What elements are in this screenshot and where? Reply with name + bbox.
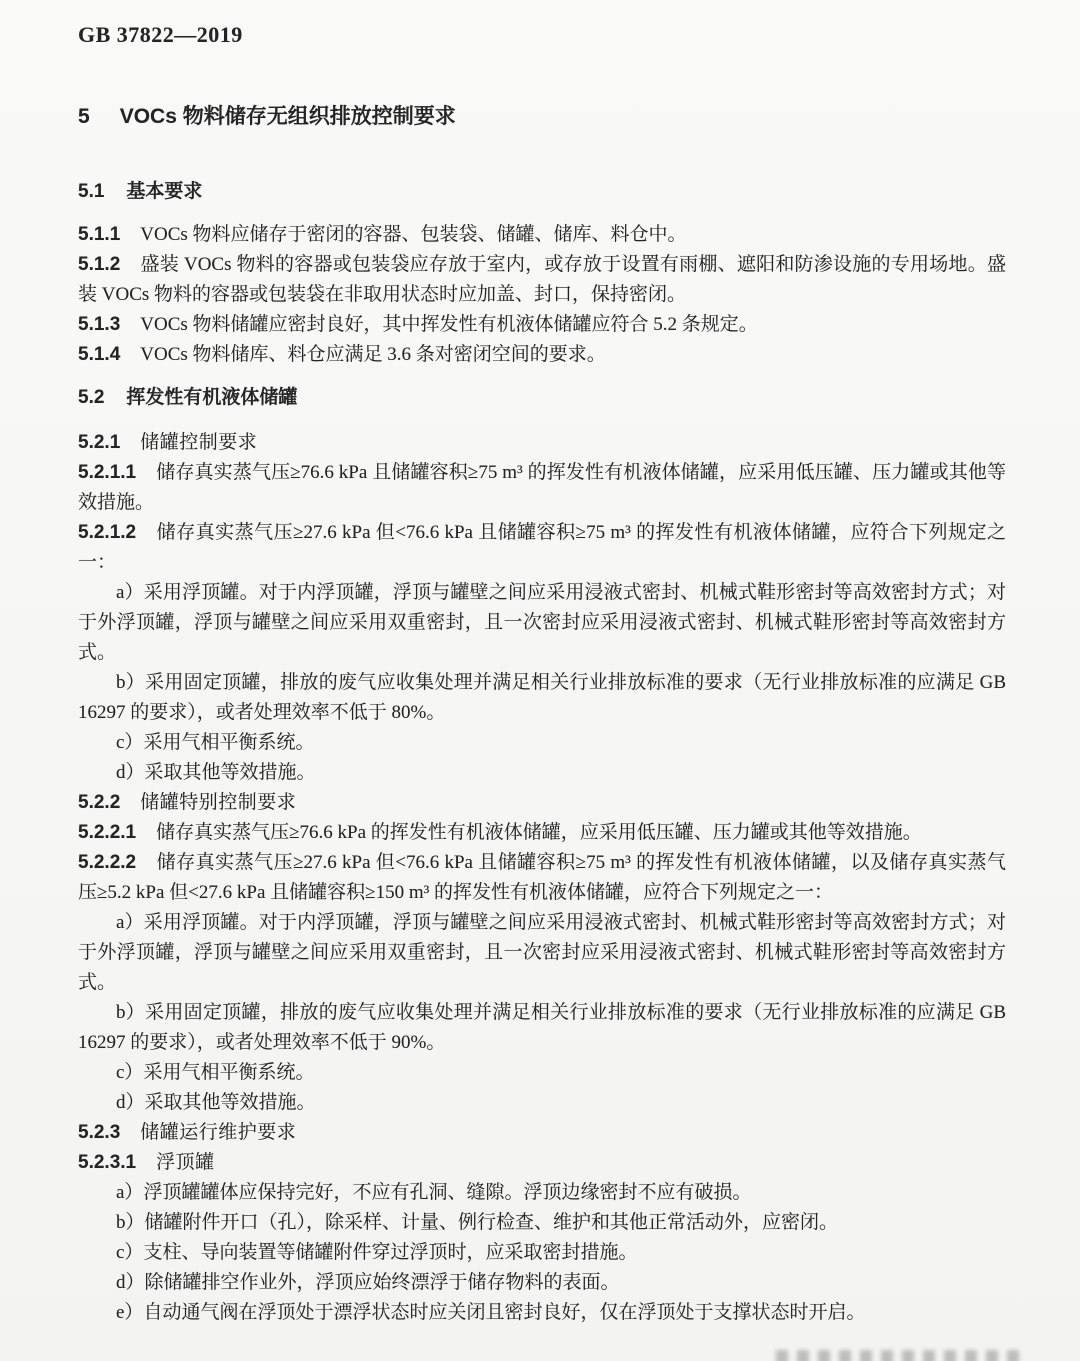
list-item-d bbox=[78, 1088, 1006, 1118]
clause-text: 储存真实蒸气压≥27.6 kPa 但<76.6 kPa 且储罐容积≥75 m³ 的挥发性有机液体储罐，以及储存真实蒸气压≥5.2 kPa 但<27.6 kPa 且储罐容积≥150 m³ 的挥发性有机液体储罐，应符合下列规定之一： bbox=[78, 852, 1006, 903]
item-label: c） bbox=[116, 1062, 144, 1083]
clause-5-1-4 bbox=[78, 340, 1006, 370]
clause-text: VOCs 物料储库、料仓应满足 3.6 条对密闭空间的要求。 bbox=[140, 344, 606, 365]
clause-text: VOCs 物料储罐应密封良好，其中挥发性有机液体储罐应符合 5.2 条规定。 bbox=[140, 314, 758, 335]
heading-title: 浮顶罐 bbox=[156, 1152, 215, 1173]
heading-number: 5.2.3 bbox=[78, 1122, 121, 1143]
item-label: a） bbox=[116, 1182, 144, 1203]
item-label: e） bbox=[116, 1302, 144, 1323]
scan-artifact bbox=[776, 1350, 1026, 1361]
clause-number: 5.2.1.1 bbox=[78, 462, 137, 483]
list-item-c bbox=[78, 1058, 1006, 1088]
item-label: c） bbox=[116, 1242, 144, 1263]
heading-title: 储罐控制要求 bbox=[140, 432, 258, 453]
clause-5-1-3 bbox=[78, 310, 1006, 340]
standard-code: GB 37822—2019 bbox=[78, 22, 243, 47]
item-label: a） bbox=[116, 582, 144, 603]
clause-5-2-2-2 bbox=[78, 848, 1006, 908]
item-text: 采取其他等效措施。 bbox=[144, 1092, 316, 1113]
item-label: d） bbox=[116, 1092, 145, 1113]
item-text: 支柱、导向装置等储罐附件穿过浮顶时，应采取密封措施。 bbox=[143, 1242, 638, 1263]
clause-5-2-1-1 bbox=[78, 458, 1006, 518]
list-item-b bbox=[78, 1208, 1006, 1238]
heading-number: 5.2.1 bbox=[78, 432, 121, 453]
item-label: b） bbox=[116, 672, 146, 693]
clause-text: VOCs 物料应储存于密闭的容器、包装袋、储罐、储库、料仓中。 bbox=[140, 224, 687, 245]
list-item-a bbox=[78, 1178, 1006, 1208]
item-label: b） bbox=[116, 1212, 145, 1233]
item-text: 浮顶罐罐体应保持完好，不应有孔洞、缝隙。浮顶边缘密封不应有破损。 bbox=[143, 1182, 752, 1203]
list-item-a bbox=[78, 578, 1006, 668]
clause-number: 5.1.1 bbox=[78, 224, 121, 245]
list-item-e bbox=[78, 1298, 1006, 1328]
clause-number: 5.1.2 bbox=[78, 254, 121, 275]
heading-5-2-1 bbox=[78, 428, 1006, 458]
list-item-d bbox=[78, 1268, 1006, 1298]
list-item-c bbox=[78, 728, 1006, 758]
item-text: 自动通气阀在浮顶处于漂浮状态时应关闭且密封良好，仅在浮顶处于支撑状态时开启。 bbox=[143, 1302, 866, 1323]
list-item-b bbox=[78, 668, 1006, 728]
section-5-heading bbox=[78, 102, 1006, 132]
item-text: 采用浮顶罐。对于内浮顶罐，浮顶与罐壁之间应采用浸液式密封、机械式鞋形密封等高效密封方式；对于外浮顶罐，浮顶与罐壁之间应采用双重密封，且一次密封应采用浸液式密封、机械式鞋形密封等高效密封方式。 bbox=[78, 582, 1006, 663]
heading-5-2-2 bbox=[78, 788, 1006, 818]
section-title: VOCs 物料储存无组织排放控制要求 bbox=[119, 105, 456, 128]
item-text: 采用固定顶罐，排放的废气应收集处理并满足相关行业排放标准的要求（无行业排放标准的应满足 GB 16297 的要求），或者处理效率不低于 80%。 bbox=[78, 672, 1006, 723]
heading-5-2-3 bbox=[78, 1118, 1006, 1148]
item-text: 采用气相平衡系统。 bbox=[143, 1062, 315, 1083]
clause-number: 5.2.2.2 bbox=[78, 852, 137, 873]
heading-title: 基本要求 bbox=[126, 181, 203, 202]
heading-title: 挥发性有机液体储罐 bbox=[126, 387, 298, 408]
clause-number: 5.1.3 bbox=[78, 314, 121, 335]
clause-text: 盛装 VOCs 物料的容器或包装袋应存放于室内，或存放于设置有雨棚、遮阳和防渗设施的专用场地。盛装 VOCs 物料的容器或包装袋在非取用状态时应加盖、封口，保持密闭。 bbox=[78, 254, 1006, 305]
section-number: 5 bbox=[78, 105, 90, 128]
clause-text: 储存真实蒸气压≥27.6 kPa 但<76.6 kPa 且储罐容积≥75 m³ 的挥发性有机液体储罐，应符合下列规定之一： bbox=[78, 522, 1006, 573]
item-label: b） bbox=[116, 1002, 146, 1023]
heading-5-2 bbox=[78, 384, 1006, 412]
item-text: 采取其他等效措施。 bbox=[144, 762, 316, 783]
clause-number: 5.2.1.2 bbox=[78, 522, 137, 543]
clause-5-1-2 bbox=[78, 250, 1006, 310]
heading-5-1 bbox=[78, 178, 1006, 206]
item-text: 采用固定顶罐，排放的废气应收集处理并满足相关行业排放标准的要求（无行业排放标准的应满足 GB 16297 的要求），或者处理效率不低于 90%。 bbox=[78, 1002, 1006, 1053]
item-text: 储罐附件开口（孔），除采样、计量、例行检查、维护和其他正常活动外，应密闭。 bbox=[144, 1212, 839, 1233]
clause-number: 5.2.2.1 bbox=[78, 822, 137, 843]
clause-number: 5.1.4 bbox=[78, 344, 121, 365]
heading-title: 储罐特别控制要求 bbox=[140, 792, 297, 813]
heading-5-2-3-1 bbox=[78, 1148, 1006, 1178]
list-item-c bbox=[78, 1238, 1006, 1268]
item-text: 除储罐排空作业外，浮顶应始终漂浮于储存物料的表面。 bbox=[144, 1272, 620, 1293]
clause-5-2-2-1 bbox=[78, 818, 1006, 848]
heading-number: 5.1 bbox=[78, 181, 105, 202]
clause-text: 储存真实蒸气压≥76.6 kPa 且储罐容积≥75 m³ 的挥发性有机液体储罐，应采用低压罐、压力罐或其他等效措施。 bbox=[78, 462, 1006, 513]
item-label: a） bbox=[116, 912, 144, 933]
list-item-d bbox=[78, 758, 1006, 788]
item-label: d） bbox=[116, 1272, 145, 1293]
clause-5-2-1-2 bbox=[78, 518, 1006, 578]
item-text: 采用浮顶罐。对于内浮顶罐，浮顶与罐壁之间应采用浸液式密封、机械式鞋形密封等高效密封方式；对于外浮顶罐，浮顶与罐壁之间应采用双重密封，且一次密封应采用浸液式密封、机械式鞋形密封等高效密封方式。 bbox=[78, 912, 1006, 993]
clause-text: 储存真实蒸气压≥76.6 kPa 的挥发性有机液体储罐，应采用低压罐、压力罐或其他等效措施。 bbox=[156, 822, 922, 843]
item-text: 采用气相平衡系统。 bbox=[143, 732, 315, 753]
item-label: c） bbox=[116, 732, 144, 753]
heading-number: 5.2.3.1 bbox=[78, 1152, 137, 1173]
heading-number: 5.2 bbox=[78, 387, 105, 408]
list-item-a bbox=[78, 908, 1006, 998]
heading-title: 储罐运行维护要求 bbox=[140, 1122, 297, 1143]
heading-number: 5.2.2 bbox=[78, 792, 121, 813]
list-item-b bbox=[78, 998, 1006, 1058]
clause-5-1-1 bbox=[78, 220, 1006, 250]
item-label: d） bbox=[116, 762, 145, 783]
